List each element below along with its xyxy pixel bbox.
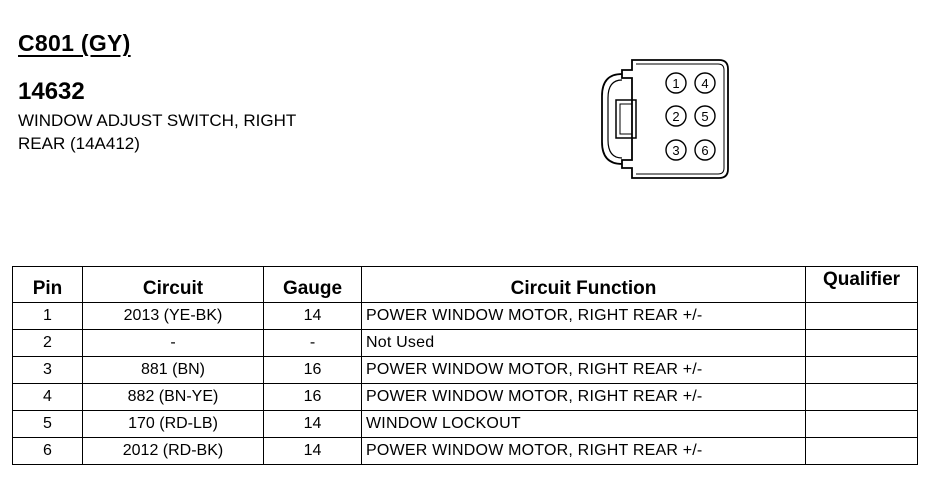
- connector-latch: [602, 74, 622, 164]
- cell-qualifier: [806, 357, 918, 384]
- cell-gauge: 14: [264, 411, 362, 438]
- cell-circuit: 881 (BN): [83, 357, 264, 384]
- pin-cavity-label-4: 4: [701, 76, 709, 91]
- pin-cavity-label-6: 6: [701, 143, 709, 158]
- pin-cavity-1: [666, 73, 686, 93]
- pin-cavity-label-2: 2: [672, 109, 680, 124]
- pin-cavity-2: [666, 106, 686, 126]
- pin-cavity-label-5: 5: [701, 109, 709, 124]
- cell-pin: 6: [13, 438, 83, 465]
- pin-cavity-6: [695, 140, 715, 160]
- cell-function: Not Used: [362, 330, 806, 357]
- col-header-pin: Pin: [13, 267, 83, 303]
- pin-cavity-label-3: 3: [672, 143, 680, 158]
- col-header-qualifier: Qualifier: [806, 267, 918, 303]
- col-header-gauge: Gauge: [264, 267, 362, 303]
- cell-qualifier: [806, 384, 918, 411]
- cell-pin: 4: [13, 384, 83, 411]
- pin-cavity-label-1: 1: [672, 76, 680, 91]
- col-header-function: Circuit Function: [362, 267, 806, 303]
- cell-gauge: 14: [264, 303, 362, 330]
- cell-gauge: 16: [264, 384, 362, 411]
- connector-latch-slot: [616, 100, 636, 138]
- table-row: [13, 357, 918, 384]
- cell-qualifier: [806, 438, 918, 465]
- cell-circuit: 2012 (RD-BK): [83, 438, 264, 465]
- cell-circuit: 170 (RD-LB): [83, 411, 264, 438]
- cell-function: POWER WINDOW MOTOR, RIGHT REAR +/-: [362, 357, 806, 384]
- cell-pin: 5: [13, 411, 83, 438]
- table-row: [13, 330, 918, 357]
- cell-qualifier: [806, 411, 918, 438]
- table-row: [13, 411, 918, 438]
- table-header-row: [13, 267, 918, 303]
- cell-qualifier: [806, 303, 918, 330]
- cell-gauge: -: [264, 330, 362, 357]
- table-row: [13, 438, 918, 465]
- pin-cavity-3: [666, 140, 686, 160]
- cell-function: WINDOW LOCKOUT: [362, 411, 806, 438]
- cell-pin: 2: [13, 330, 83, 357]
- pin-cavity-4: [695, 73, 715, 93]
- connector-description: [18, 109, 378, 155]
- connector-face-svg: [594, 56, 734, 182]
- cell-gauge: 14: [264, 438, 362, 465]
- connector-face-diagram: [594, 56, 734, 182]
- table-row: [13, 303, 918, 330]
- part-number: 14632: [18, 78, 85, 105]
- cell-qualifier: [806, 330, 918, 357]
- pin-cavity-5: [695, 106, 715, 126]
- cell-gauge: 16: [264, 357, 362, 384]
- cell-circuit: 882 (BN-YE): [83, 384, 264, 411]
- cell-pin: 1: [13, 303, 83, 330]
- connector-latch-slot-inner: [620, 104, 632, 134]
- cell-circuit: -: [83, 330, 264, 357]
- cell-function: POWER WINDOW MOTOR, RIGHT REAR +/-: [362, 303, 806, 330]
- description-line-1: WINDOW ADJUST SWITCH, RIGHT: [18, 111, 297, 130]
- cell-circuit: 2013 (YE-BK): [83, 303, 264, 330]
- table-row: [13, 384, 918, 411]
- cell-function: POWER WINDOW MOTOR, RIGHT REAR +/-: [362, 438, 806, 465]
- col-header-circuit: Circuit: [83, 267, 264, 303]
- description-line-2: REAR (14A412): [18, 134, 140, 153]
- connector-id-heading: C801 (GY): [18, 30, 131, 56]
- cell-pin: 3: [13, 357, 83, 384]
- cell-function: POWER WINDOW MOTOR, RIGHT REAR +/-: [362, 384, 806, 411]
- pinout-table: [12, 266, 918, 465]
